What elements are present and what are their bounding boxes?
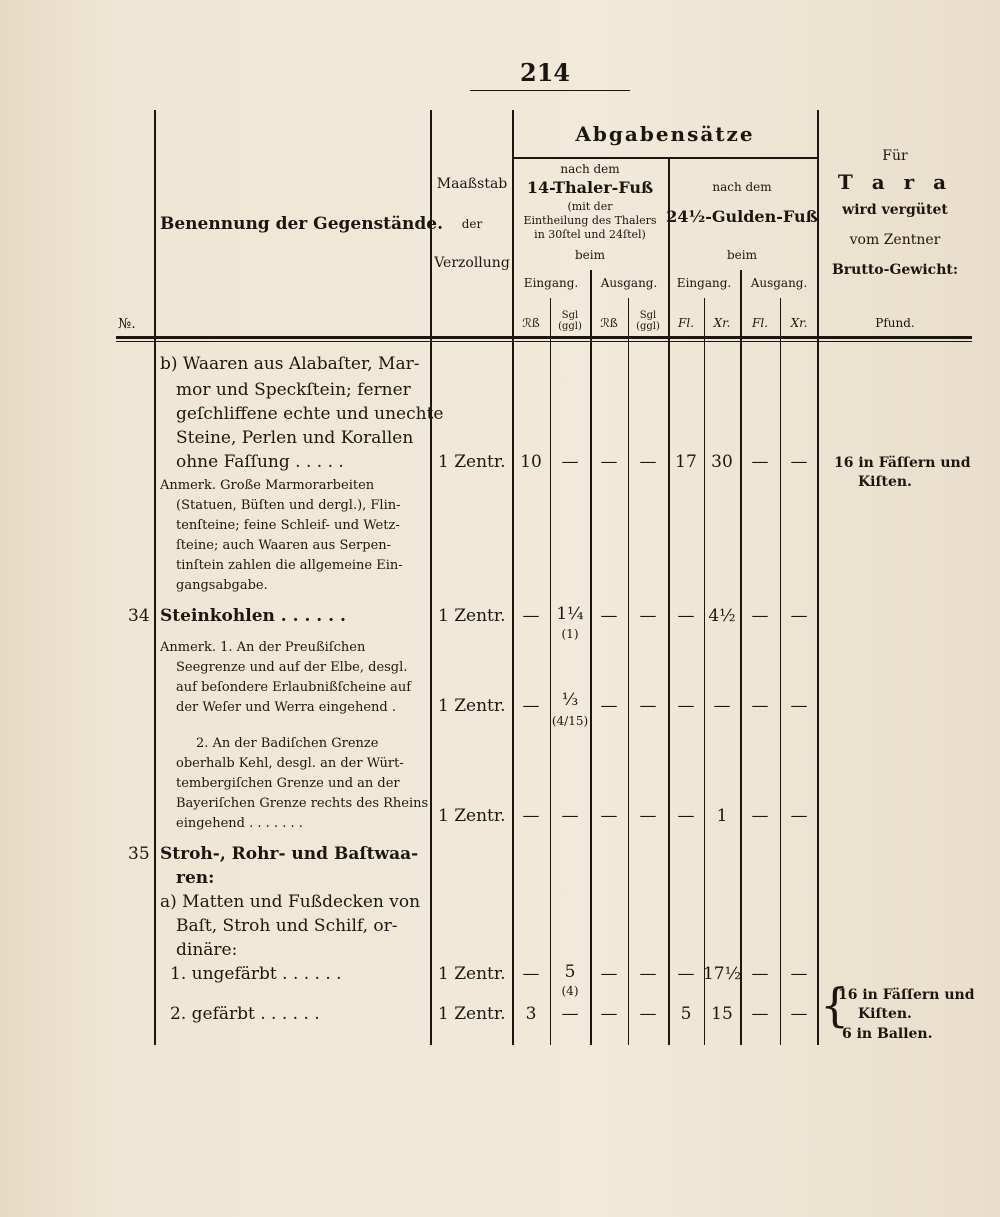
row-b-note-5: tinſtein zahlen die allgemeine Ein- xyxy=(176,558,403,573)
row-34-sgr-in-alt: (1) xyxy=(561,627,579,641)
row-35-tara-1: 16 in Fäſſern und xyxy=(838,987,975,1003)
row-35a2-fl-in: 5 xyxy=(680,1004,692,1024)
col-rule-thaler-out-a xyxy=(628,298,629,1045)
row-35a2-rt-in: 3 xyxy=(525,1004,537,1024)
tara-5: Brutto-Gewicht: xyxy=(831,262,959,278)
col-rt-in: ℛß xyxy=(522,316,540,330)
row-35a-text-1: a) Matten und Fußdecken von xyxy=(160,892,421,912)
note-2-rt-out: — xyxy=(600,806,618,826)
thaler-3: (mit der xyxy=(567,200,613,213)
row-35a1-rt-out: — xyxy=(600,964,618,984)
row-35a2-text: 2. gefärbt . . . . . . xyxy=(170,1004,320,1024)
row-b-fl-in: 17 xyxy=(675,452,697,472)
row-35a-text-2: Baſt, Stroh und Schilf, or- xyxy=(176,916,398,936)
row-b-xr-out: — xyxy=(790,452,808,472)
note-2-fl-in: — xyxy=(677,806,695,826)
row-35-tara-brace: { xyxy=(820,978,850,1032)
col-rule-tara xyxy=(817,110,819,1045)
row-35a1-fl-in: — xyxy=(677,964,695,984)
row-b-text-1: b) Waaren aus Alabaſter, Mar- xyxy=(160,354,420,374)
gulden-3: beim xyxy=(727,248,757,262)
row-35a1-rt-in: — xyxy=(522,964,540,984)
row-35a1-xr-out: — xyxy=(790,964,808,984)
note-1-sgr-out: — xyxy=(639,696,657,716)
tara-2: T a r a xyxy=(837,170,953,194)
row-35a1-sgr-out: — xyxy=(639,964,657,984)
row-b-tara-2: Kiſten. xyxy=(858,474,912,490)
row-b-unit: 1 Zentr. xyxy=(438,452,506,472)
col-xr-in: Xr. xyxy=(713,316,731,330)
note-1-fl-out: — xyxy=(751,696,769,716)
note-2-xr-in: 1 xyxy=(716,806,728,826)
note-1-unit: 1 Zentr. xyxy=(438,696,506,716)
row-34-rt-out: — xyxy=(600,606,618,626)
col-rule-thaler-gulden xyxy=(668,158,670,1045)
note-1-sgr-in-alt: (4/15) xyxy=(551,714,589,728)
note-2-line-2: oberhalb Kehl, desgl. an der Würt- xyxy=(176,756,404,771)
row-b-sgr-out: — xyxy=(639,452,657,472)
row-34-xr-in: 4½ xyxy=(708,606,736,626)
row-35a1-unit: 1 Zentr. xyxy=(438,964,506,984)
note-1-xr-in: — xyxy=(713,696,731,716)
row-b-note-4: ſteine; auch Waaren aus Serpen- xyxy=(176,538,392,553)
col-rt-out: ℛß xyxy=(600,316,618,330)
row-b-rt-out: — xyxy=(600,452,618,472)
gulden-eingang: Eingang. xyxy=(676,276,732,290)
note-2-rt-in: — xyxy=(522,806,540,826)
row-35a2-unit: 1 Zentr. xyxy=(438,1004,506,1024)
row-35-tara-3: 6 in Ballen. xyxy=(842,1026,933,1042)
row-35a1-xr-in: 17½ xyxy=(702,964,742,984)
row-b-text-4: Steine, Perlen und Korallen xyxy=(176,428,414,448)
note-1-line-3: auf beſondere Erlaubnißſcheine auf xyxy=(176,680,412,695)
note-2-line-1: 2. An der Badiſchen Grenze xyxy=(196,736,379,751)
note-2-sgr-in: — xyxy=(561,806,579,826)
page-number-rule xyxy=(470,90,630,91)
header-rates-title: Abgabensätze xyxy=(575,122,755,146)
row-34-unit: 1 Zentr. xyxy=(438,606,506,626)
note-1-line-4: der Weſer und Werra eingehend . xyxy=(176,700,396,715)
row-b-rt-in: 10 xyxy=(520,452,542,472)
row-35a1-text: 1. ungefärbt . . . . . . xyxy=(170,964,342,984)
row-35a2-xr-out: — xyxy=(790,1004,808,1024)
note-2-line-4: Bayeriſchen Grenze rechts des Rheins xyxy=(176,796,429,811)
note-1-sgr-in: ⅓ xyxy=(561,690,579,710)
col-rule-gulden-in-a xyxy=(704,298,705,1045)
row-35a2-sgr-out: — xyxy=(639,1004,657,1024)
col-rule-name xyxy=(430,110,432,1045)
note-1-rt-in: — xyxy=(522,696,540,716)
col-fl-in: Fl. xyxy=(678,316,694,330)
col-rule-left xyxy=(154,110,156,1045)
col-sgr-in: Sgl (ggl) xyxy=(558,310,582,332)
row-35a2-fl-out: — xyxy=(751,1004,769,1024)
row-35a2-rt-out: — xyxy=(600,1004,618,1024)
note-2-xr-out: — xyxy=(790,806,808,826)
thaler-2: 14-Thaler-Fuß xyxy=(526,178,654,197)
row-34-sgr-in: 1¼ xyxy=(556,604,584,624)
row-b-fl-out: — xyxy=(751,452,769,472)
header-name: Benennung der Gegenstände. xyxy=(160,214,443,234)
row-b-xr-in: 30 xyxy=(711,452,733,472)
page-number: 214 xyxy=(520,58,571,87)
row-b-note-6: gangsabgabe. xyxy=(176,578,268,593)
thaler-ausgang: Ausgang. xyxy=(600,276,658,290)
note-1-line-2: Seegrenze und auf der Elbe, desgl. xyxy=(176,660,408,675)
row-34-fl-out: — xyxy=(751,606,769,626)
header-unit-3: Verzollung xyxy=(434,255,510,271)
col-rule-gulden-out-a xyxy=(780,298,781,1045)
tara-3: wird vergütet xyxy=(842,202,948,218)
note-2-fl-out: — xyxy=(751,806,769,826)
row-34-xr-out: — xyxy=(790,606,808,626)
row-b-sgr-in: — xyxy=(561,452,579,472)
thaler-5: in 30ſtel und 24ſtel) xyxy=(534,228,646,241)
tara-6: Pfund. xyxy=(875,316,915,330)
note-2-unit: 1 Zentr. xyxy=(438,806,506,826)
header-unit-2: der xyxy=(461,217,483,231)
row-b-text-3: geſchliffene echte und unechte xyxy=(176,404,444,424)
header-no: №. xyxy=(118,316,136,332)
col-rule-thaler-in-a xyxy=(550,298,551,1045)
row-35a1-sgr-in: 5 xyxy=(564,962,576,982)
tara-4: vom Zentner xyxy=(849,232,941,248)
note-1-fl-in: — xyxy=(677,696,695,716)
col-rule-unit xyxy=(512,110,514,1045)
row-35a1-fl-out: — xyxy=(751,964,769,984)
note-1-xr-out: — xyxy=(790,696,808,716)
row-34-fl-in: — xyxy=(677,606,695,626)
row-b-note-2: (Statuen, Büſten und dergl.), Flin- xyxy=(176,498,401,513)
row-35-number: 35 xyxy=(128,844,150,864)
col-xr-out: Xr. xyxy=(790,316,808,330)
row-b-note-3: tenſteine; feine Schleif- und Wetz- xyxy=(176,518,400,533)
row-35a1-sgr-in-alt: (4) xyxy=(561,984,579,998)
row-34-sgr-out: — xyxy=(639,606,657,626)
gulden-2: 24½-Gulden-Fuß xyxy=(666,207,818,226)
note-2-line-3: tembergiſchen Grenze und an der xyxy=(176,776,400,791)
row-b-text-2: mor und Speckſtein; ferner xyxy=(176,380,411,400)
col-rule-gulden-in-out xyxy=(740,270,742,1045)
row-35-text-2: ren: xyxy=(176,868,215,888)
col-rule-thaler-in-out xyxy=(590,270,592,1045)
gulden-1: nach dem xyxy=(712,180,772,194)
row-b-note-1: Anmerk. Große Marmorarbeiten xyxy=(160,478,375,493)
row-35a2-xr-in: 15 xyxy=(711,1004,733,1024)
thaler-eingang: Eingang. xyxy=(523,276,579,290)
row-34-text: Steinkohlen . . . . . . xyxy=(160,606,346,626)
note-1-rt-out: — xyxy=(600,696,618,716)
row-35-tara-2: Kiſten. xyxy=(858,1006,912,1022)
row-35a-text-3: dinäre: xyxy=(176,940,238,960)
gulden-ausgang: Ausgang. xyxy=(750,276,808,290)
row-b-tara-1: 16 in Fäſſern und xyxy=(834,455,971,471)
tara-1: Für xyxy=(882,148,908,164)
row-35-text-1: Stroh-, Rohr- und Baſtwaa- xyxy=(160,844,419,864)
thaler-4: Eintheilung des Thalers xyxy=(523,214,657,227)
header-bottom-rule xyxy=(116,336,972,339)
note-1-line-1: Anmerk. 1. An der Preußiſchen xyxy=(160,640,366,655)
note-2-sgr-out: — xyxy=(639,806,657,826)
col-fl-out: Fl. xyxy=(752,316,768,330)
header-rule-thin xyxy=(116,341,972,342)
col-sgr-out: Sgl (ggl) xyxy=(636,310,660,332)
thaler-1: nach dem xyxy=(560,162,620,176)
row-34-rt-in: — xyxy=(522,606,540,626)
header-unit-1: Maaßstab xyxy=(436,176,508,192)
row-34-number: 34 xyxy=(128,606,150,626)
thaler-6: beim xyxy=(575,248,605,262)
note-2-line-5: eingehend . . . . . . . xyxy=(176,816,303,831)
row-35a2-sgr-in: — xyxy=(561,1004,579,1024)
row-b-text-5: ohne Faſſung . . . . . xyxy=(176,452,344,472)
rates-title-rule xyxy=(512,157,817,159)
